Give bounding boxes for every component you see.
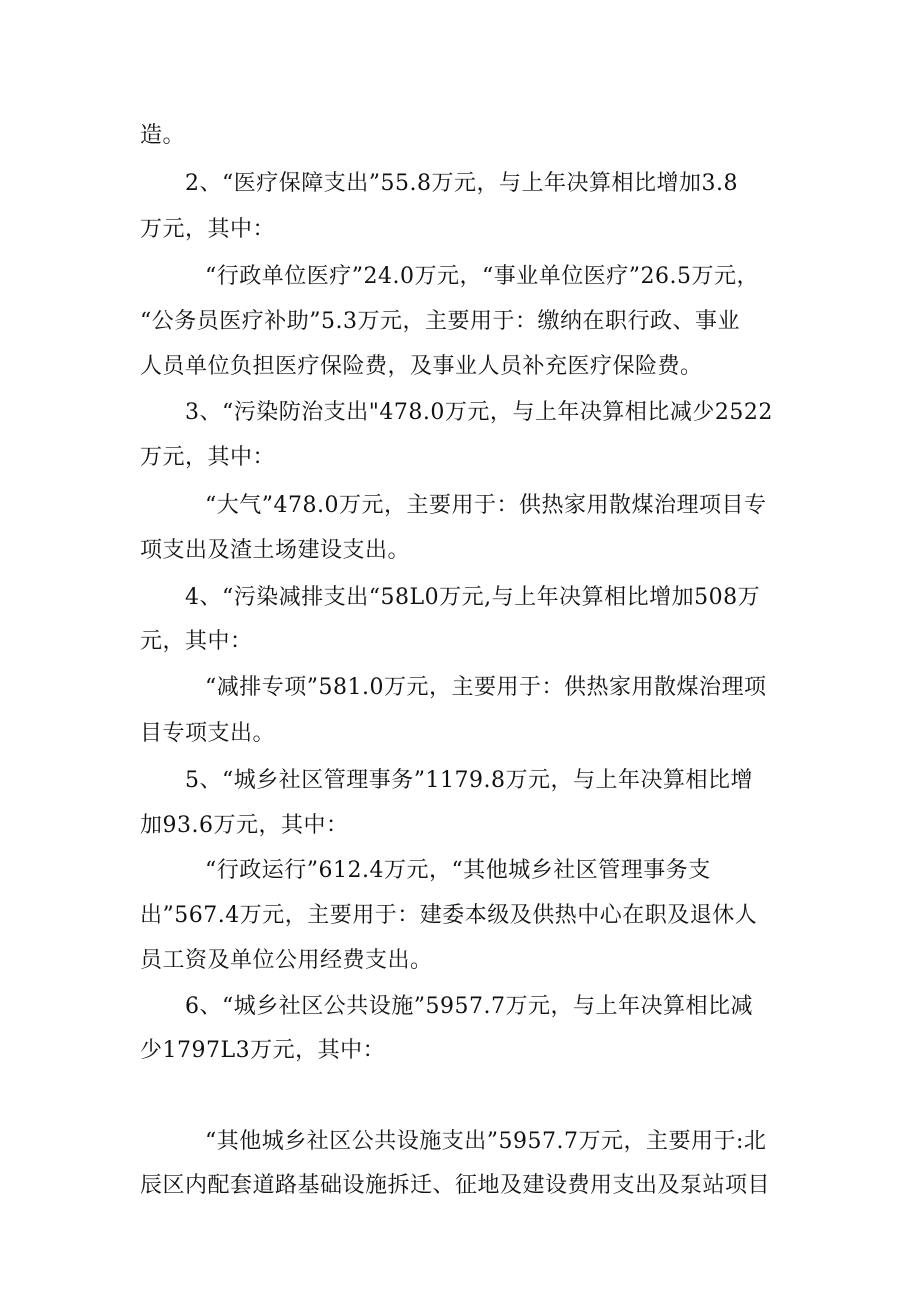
text-line: “行政运行”612.4万元，“其他城乡社区管理事务支 [205, 858, 711, 883]
text-line: “其他城乡社区公共设施支出”5957.7万元，主要用于:北 [205, 1129, 767, 1154]
text-line: 员工资及单位公用经费支出。 [140, 948, 433, 973]
text-line: 辰区内配套道路基础设施拆迁、征地及建设费用支出及泵站项目 [140, 1173, 771, 1198]
text-line: 元，其中： [140, 629, 253, 654]
text-line: 4、“污染减排支出“58L0万元,与上年决算相比增加508万 [185, 585, 761, 610]
text-line: 万元，其中： [140, 217, 276, 242]
text-line: 加93.6万元，其中： [140, 813, 349, 838]
text-line: 少1797L3万元，其中： [140, 1038, 386, 1063]
text-line: “行政单位医疗”24.0万元，“事业单位医疗”26.5万元， [205, 264, 759, 289]
text-line: “大气”478.0万元，主要用于：供热家用散煤治理项目专 [205, 493, 767, 518]
text-line: 项支出及渣土场建设支出。 [140, 538, 411, 563]
text-line: 出”567.4万元，主要用于：建委本级及供热中心在职及退休人 [140, 903, 758, 928]
text-line: 目专项支出。 [140, 721, 276, 746]
text-line: 造。 [140, 123, 186, 148]
text-line: 5、“城乡社区管理事务”1179.8万元，与上年决算相比增 [185, 768, 753, 793]
text-line: “减排专项”581.0万元，主要用于：供热家用散煤治理项 [205, 675, 767, 700]
text-line: 万元，其中： [140, 445, 276, 470]
text-line: 2、“医疗保障支出”55.8万元，与上年决算相比增加3.8 [185, 171, 738, 196]
text-line: 6、“城乡社区公共设施”5957.7万元，与上年决算相比减 [185, 994, 753, 1019]
text-line: “公务员医疗补助”5.3万元，主要用于：缴纳在职行政、事业 [140, 309, 740, 334]
text-line: 3、“污染防治支出"478.0万元，与上年决算相比减少2522 [185, 400, 773, 425]
text-line: 人员单位负担医疗保险费，及事业人员补充医疗保险费。 [140, 354, 703, 379]
